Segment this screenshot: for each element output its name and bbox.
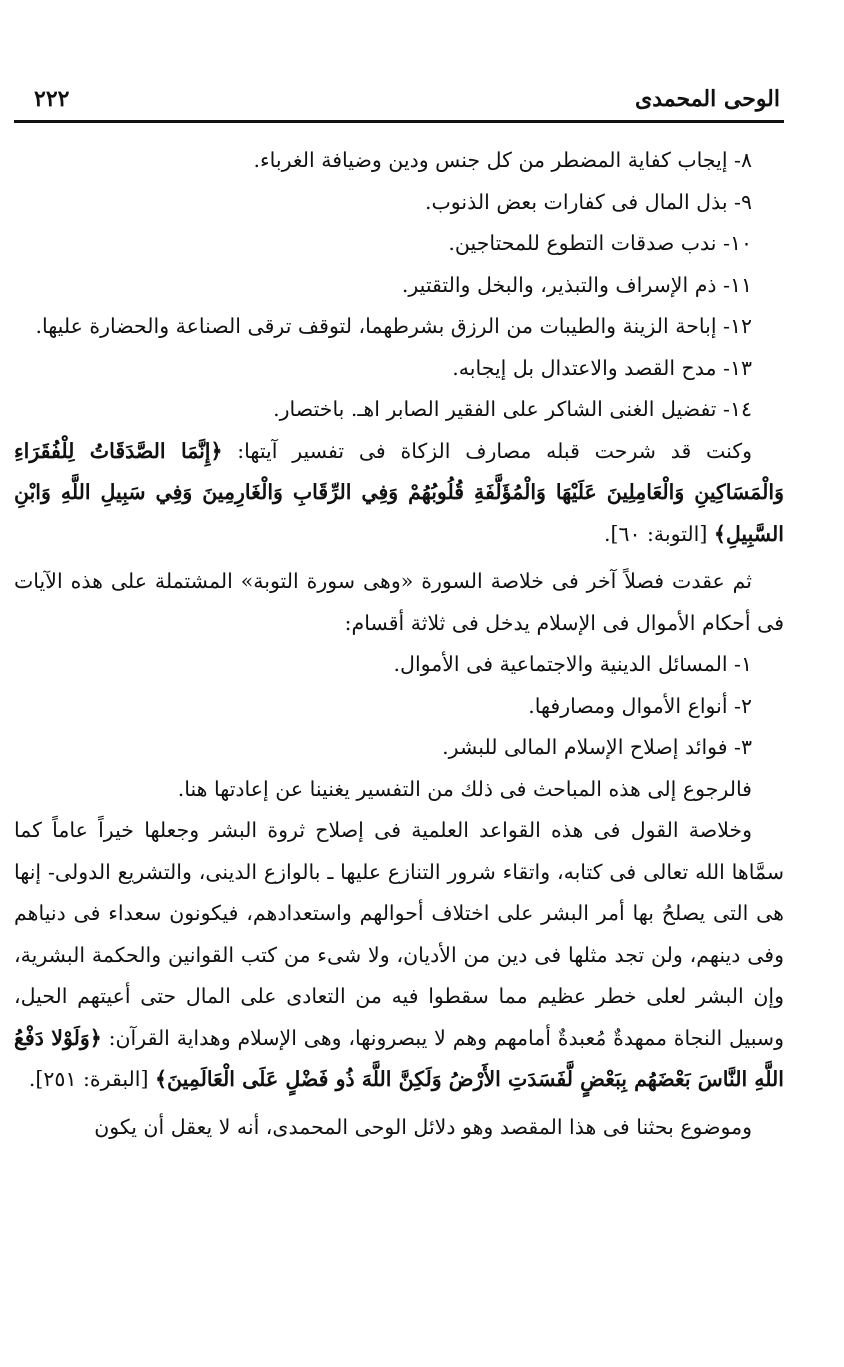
verse-reference: [التوبة: ٦٠]. [603, 521, 714, 546]
list-item: ١- المسائل الدينية والاجتماعية فى الأموال. [393, 652, 752, 676]
list-item: ١٤- تفضيل الغنى الشاكر على الفقير الصابر اهـ. باختصار. [273, 397, 752, 421]
running-title: الوحى المحمدى [635, 86, 780, 112]
list-item: ١٢- إباحة الزينة والطيبات من الرزق بشرطهما، لتوقف ترقى الصناعة والحضارة عليها. [35, 314, 752, 338]
list-item: ٩- بذل المال فى كفارات بعض الذنوب. [424, 189, 752, 214]
paragraph-summary: ثم عقدت فصلاً آخر فى خلاصة السورة «وهى سورة التوبة» المشتملة على هذه الآيات فى أحكام الأموال فى الإسلام يدخل فى ثلاثة أقسام: [14, 569, 784, 635]
quran-verse: ﴿وَلَوْلا دَفْعُ اللَّهِ النَّاسَ بَعْضَهُم بِبَعْضٍ لَّفَسَدَتِ الأَرْضُ وَلَكِنَّ اللَّهَ ذُو فَضْلٍ عَلَى الْعَالَمِينَ﴾ [14, 1025, 784, 1091]
paragraph-last: وموضوع بحثنا فى هذا المقصد وهو دلائل الوحى المحمدى، أنه لا يعقل أن يكون [94, 1114, 752, 1139]
paragraph-text: وكنت قد شرحت قبله مصارف الزكاة فى تفسير آيتها: [222, 438, 753, 463]
page-header [14, 86, 784, 123]
quran-verse: ﴿إِنَّمَا الصَّدَقَاتُ لِلْفُقَرَاءِ وَالْمَسَاكِينِ وَالْعَامِلِينَ عَلَيْهَا وَالْمُؤَلَّفَةِ قُلُوبُهُمْ وَفِي الرِّقَابِ وَالْغَارِمِينَ وَفِي سَبِيلِ اللَّهِ وَابْنِ السَّبِيلِ﴾ [14, 438, 784, 546]
paragraph-return: فالرجوع إلى هذه المباحث فى ذلك من التفسير يغنينا عن إعادتها هنا. [177, 776, 752, 801]
list-item: ١٣- مدح القصد والاعتدال بل إيجابه. [452, 355, 752, 380]
verse-reference: [البقرة: ٢٥١]. [28, 1067, 155, 1091]
list-item: ٢- أنواع الأموال ومصارفها. [528, 693, 752, 718]
paragraph-zakat [14, 431, 784, 556]
list-item: ١٠- ندب صدقات التطوع للمحتاجين. [448, 231, 752, 255]
list-item: ١١- ذم الإسراف والتبذير، والبخل والتقتير. [401, 272, 752, 297]
list-item: ٨- إيجاب كفاية المضطر من كل جنس ودين وضيافة الغرباء. [253, 148, 752, 172]
page-body [14, 140, 784, 1148]
paragraph-conclusion [14, 810, 784, 1101]
list-item: ٣- فوائد إصلاح الإسلام المالى للبشر. [442, 735, 752, 759]
paragraph-text: وخلاصة القول فى هذه القواعد العلمية فى إصلاح ثروة البشر وجعلها خيراً عاماً كما سمَّاها الله تعالى فى كتابه، واتقاء شرور التنازع عليها ـ بالوازع الدينى، والتشريع الدولى- إنها هى التى يصلحُ بها أمر البشر على اختلاف أحوالهم واستعدادهم، فيكونون سعداء فى دنياهم وفى دينهم، ولن تجد مثلها فى دين من الأديان، ولا شىء من كتب القوانين والحكمة البشرية، وإن البشر لعلى خطر عظيم مما سقطوا فيه من التعادى على المال حتى أعيتهم الحيل، وسبيل النجاة ممهدةٌ مُعبدةٌ أمامهم وهم لا يبصرونها، وهى الإسلام وهداية القرآن: [14, 818, 784, 1050]
page-number: ٢٢٢ [34, 86, 70, 112]
